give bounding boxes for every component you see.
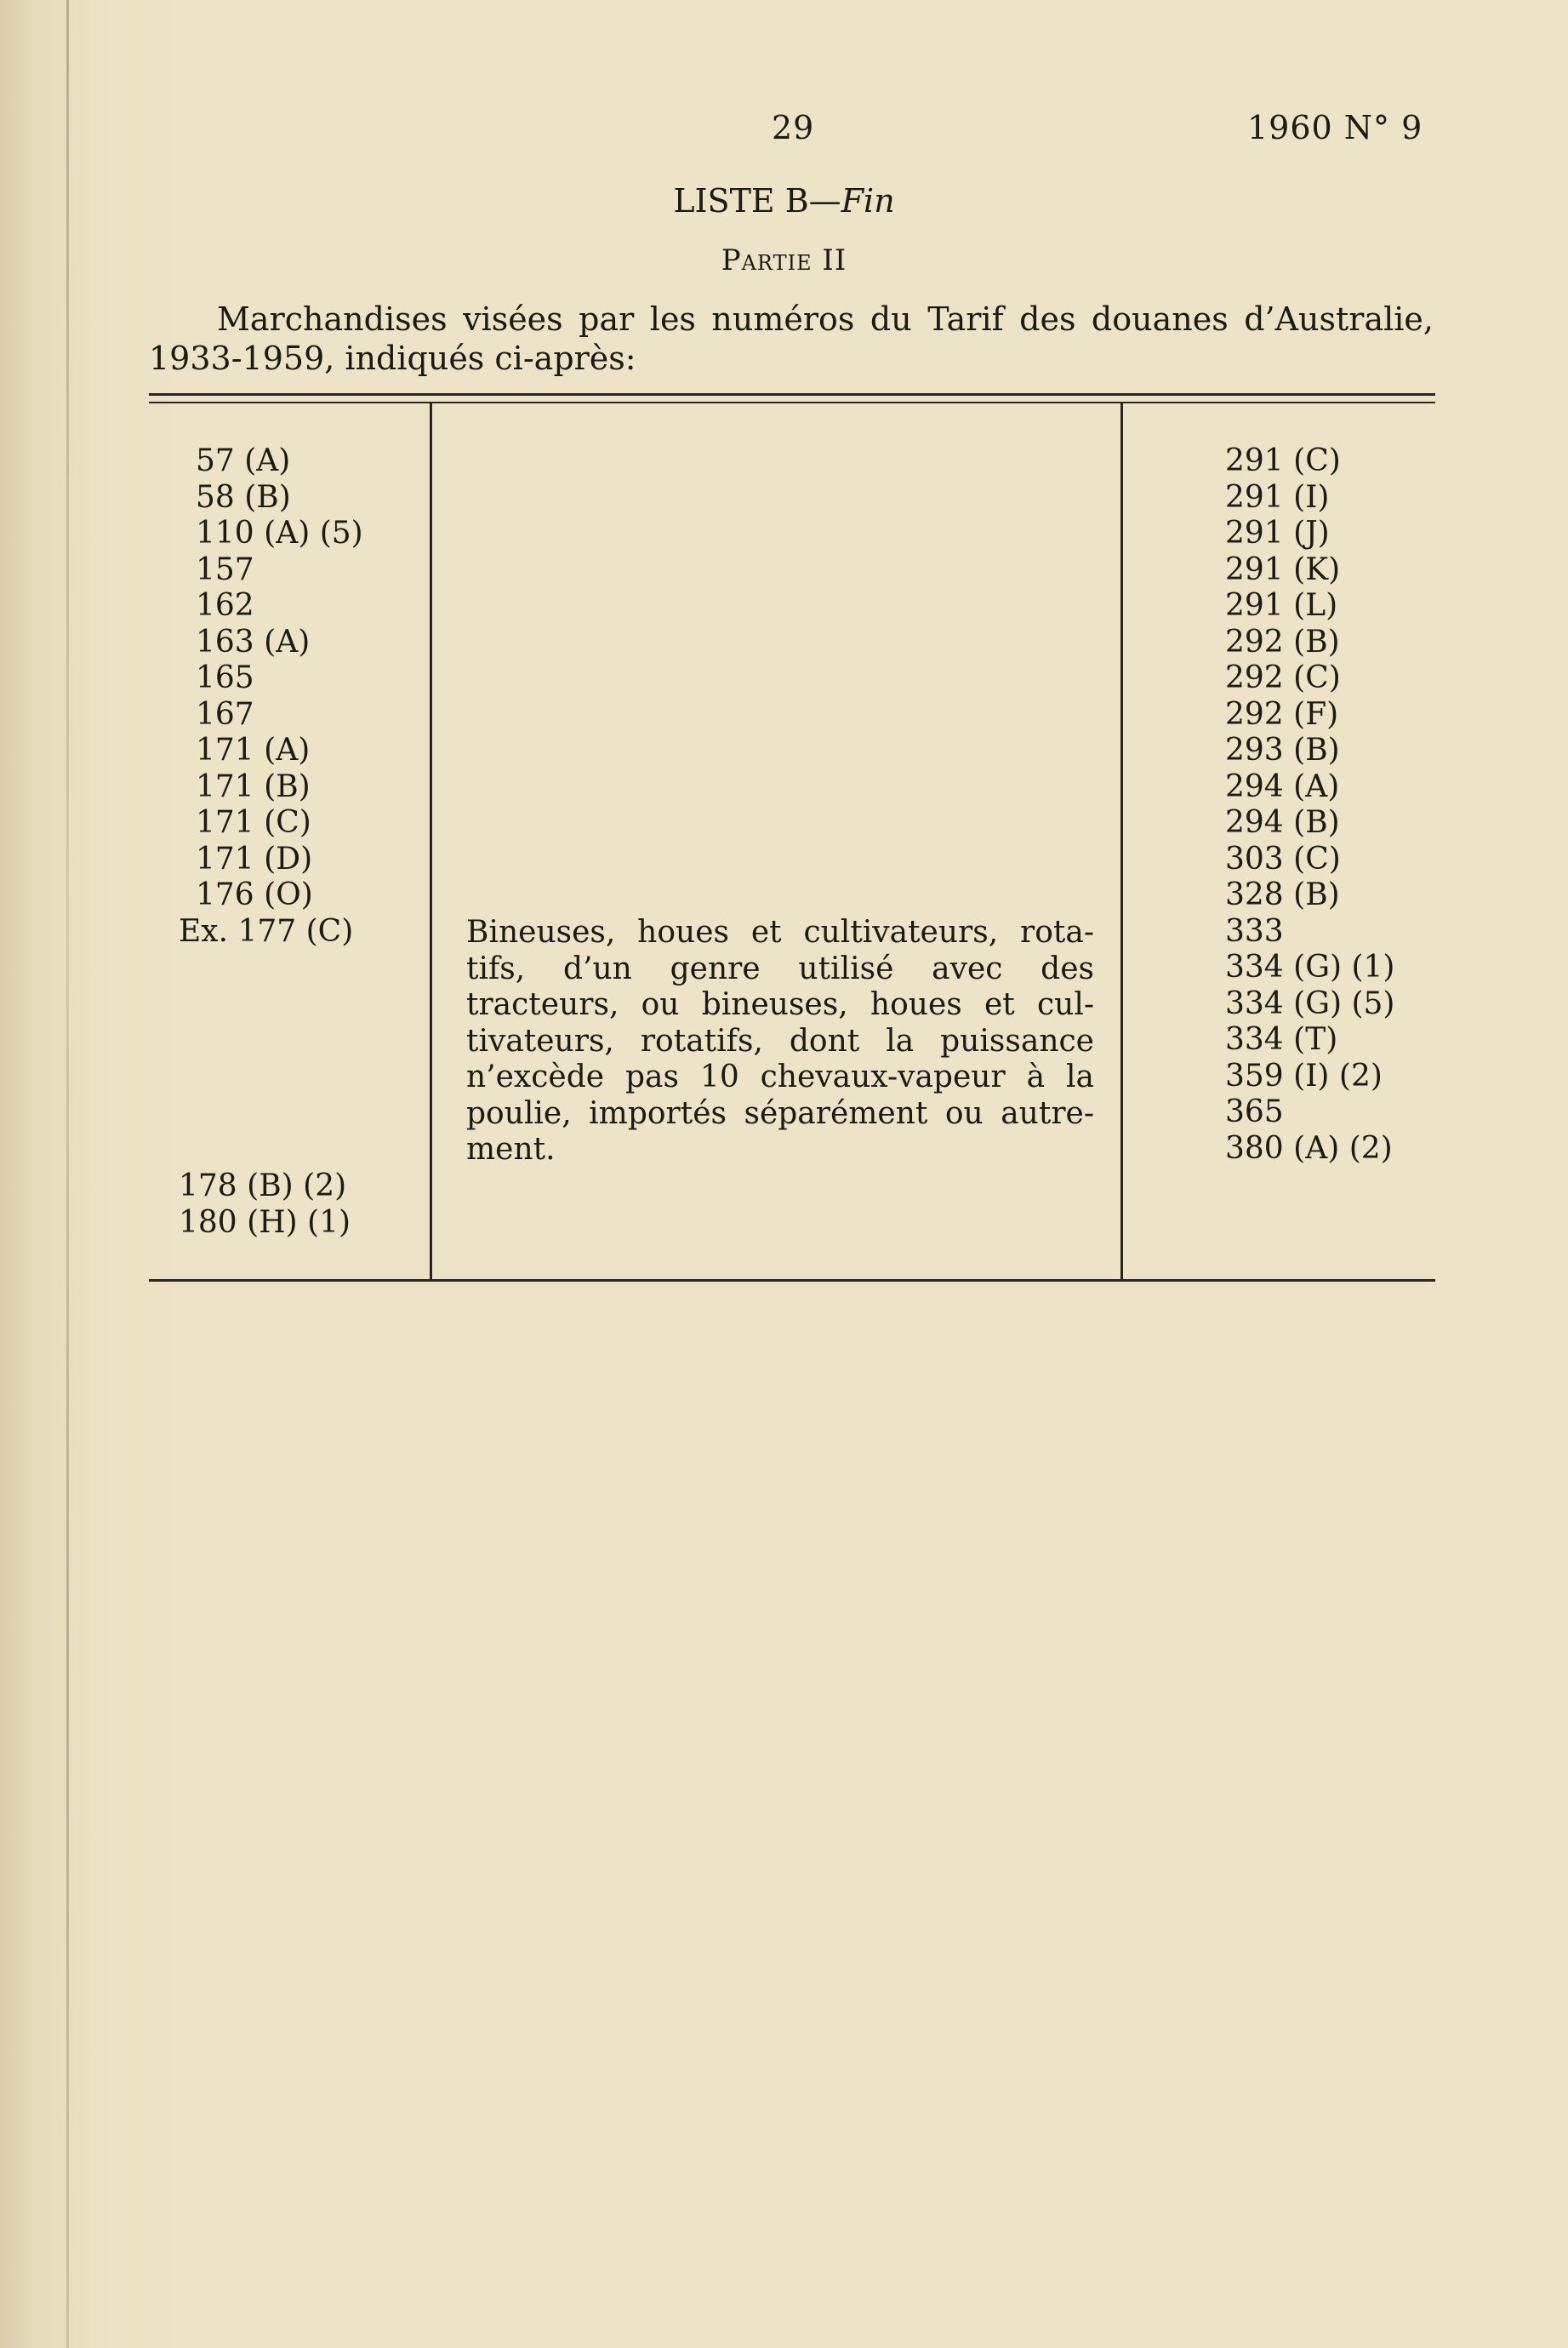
intro-line-1: Marchandises visées par les numéros du Tarif des douanes d’Australie, <box>217 300 1434 338</box>
tariff-number-item: 178 (B) (2) <box>179 1168 347 1203</box>
table-top-rule <box>149 393 1435 396</box>
tariff-number-item: 110 (A) (5) <box>196 516 363 551</box>
tariff-numbers-left <box>179 443 363 950</box>
tariff-number-item: 163 (A) <box>196 624 311 660</box>
tariff-number-item: 291 (L) <box>1225 588 1338 623</box>
tariff-number-item: 291 (K) <box>1225 551 1341 587</box>
column-divider-right <box>1120 403 1123 1280</box>
tariff-number-item: 333 <box>1225 913 1284 949</box>
description-line: tivateurs, rotatifs, dont la puissance <box>466 1023 1094 1059</box>
description-line: n’excède pas 10 chevaux-vapeur à la <box>466 1060 1094 1094</box>
binding-gutter <box>66 0 69 2348</box>
tariff-number-item: 380 (A) (2) <box>1225 1130 1393 1166</box>
part-title: Partie II <box>721 243 847 277</box>
tariff-number-item: 334 (T) <box>1225 1022 1338 1057</box>
tariff-number-item: 291 (C) <box>1225 443 1341 478</box>
tariff-number-item: 162 <box>196 588 254 623</box>
description-line: Bineuses, houes et cultivateurs, rota- <box>466 915 1094 950</box>
tariff-number-item: 291 (I) <box>1225 479 1330 515</box>
list-title <box>0 182 1568 220</box>
description-line: tracteurs, ou bineuses, houes et cul- <box>466 987 1094 1022</box>
tariff-number-item: 171 (A) <box>196 733 311 768</box>
tariff-number-item: 171 (D) <box>196 841 313 877</box>
tariff-number-item: 365 <box>1225 1094 1284 1129</box>
tariff-number-item: 291 (J) <box>1225 516 1330 551</box>
tariff-number-item: 334 (G) (5) <box>1225 985 1395 1021</box>
tariff-number-item: 292 (C) <box>1225 660 1341 695</box>
intro-line-2: 1933-1959, indiqués ci-après: <box>149 340 636 377</box>
table-bottom-rule <box>149 1279 1435 1282</box>
tariff-number-item: 292 (F) <box>1225 696 1339 732</box>
tariff-number-item: 292 (B) <box>1225 624 1340 660</box>
tariff-number-item: 294 (A) <box>1225 768 1340 804</box>
tariff-number-item: 57 (A) <box>196 443 291 478</box>
tariff-number-item: Ex. 177 (C) <box>179 913 354 949</box>
tariff-number-item: 176 (O) <box>196 877 313 912</box>
tariff-number-item: 303 (C) <box>1225 841 1341 877</box>
tariff-number-item: 359 (I) (2) <box>1225 1058 1383 1094</box>
tariff-number-item: 293 (B) <box>1225 733 1340 768</box>
description-line: tifs, d’un genre utilisé avec des <box>466 951 1094 986</box>
year-issue: 1960 N° 9 <box>1247 109 1423 146</box>
list-title-main: LISTE B— <box>673 182 841 220</box>
goods-description <box>466 915 1094 1168</box>
tariff-number-item: 167 <box>196 696 254 732</box>
tariff-number-item: 171 (B) <box>196 768 311 804</box>
table-top-rule-inner <box>149 402 1435 403</box>
description-line: poulie, importés séparément ou autre- <box>466 1095 1094 1131</box>
tariff-number-item: 294 (B) <box>1225 805 1340 840</box>
tariff-numbers-right <box>1225 443 1394 1167</box>
tariff-numbers-left-continued <box>179 1168 351 1241</box>
tariff-number-item: 180 (H) (1) <box>179 1204 351 1240</box>
tariff-number-item: 58 (B) <box>196 479 291 515</box>
page-number: 29 <box>772 109 815 146</box>
tariff-number-item: 328 (B) <box>1225 877 1340 912</box>
column-divider-left <box>430 403 432 1280</box>
tariff-number-item: 165 <box>196 660 254 695</box>
tariff-number-item: 171 (C) <box>196 805 311 840</box>
tariff-number-item: 157 <box>196 551 254 587</box>
list-title-suffix: Fin <box>841 182 895 220</box>
description-line: ment. <box>466 1132 556 1167</box>
tariff-number-item: 334 (G) (1) <box>1225 950 1395 985</box>
